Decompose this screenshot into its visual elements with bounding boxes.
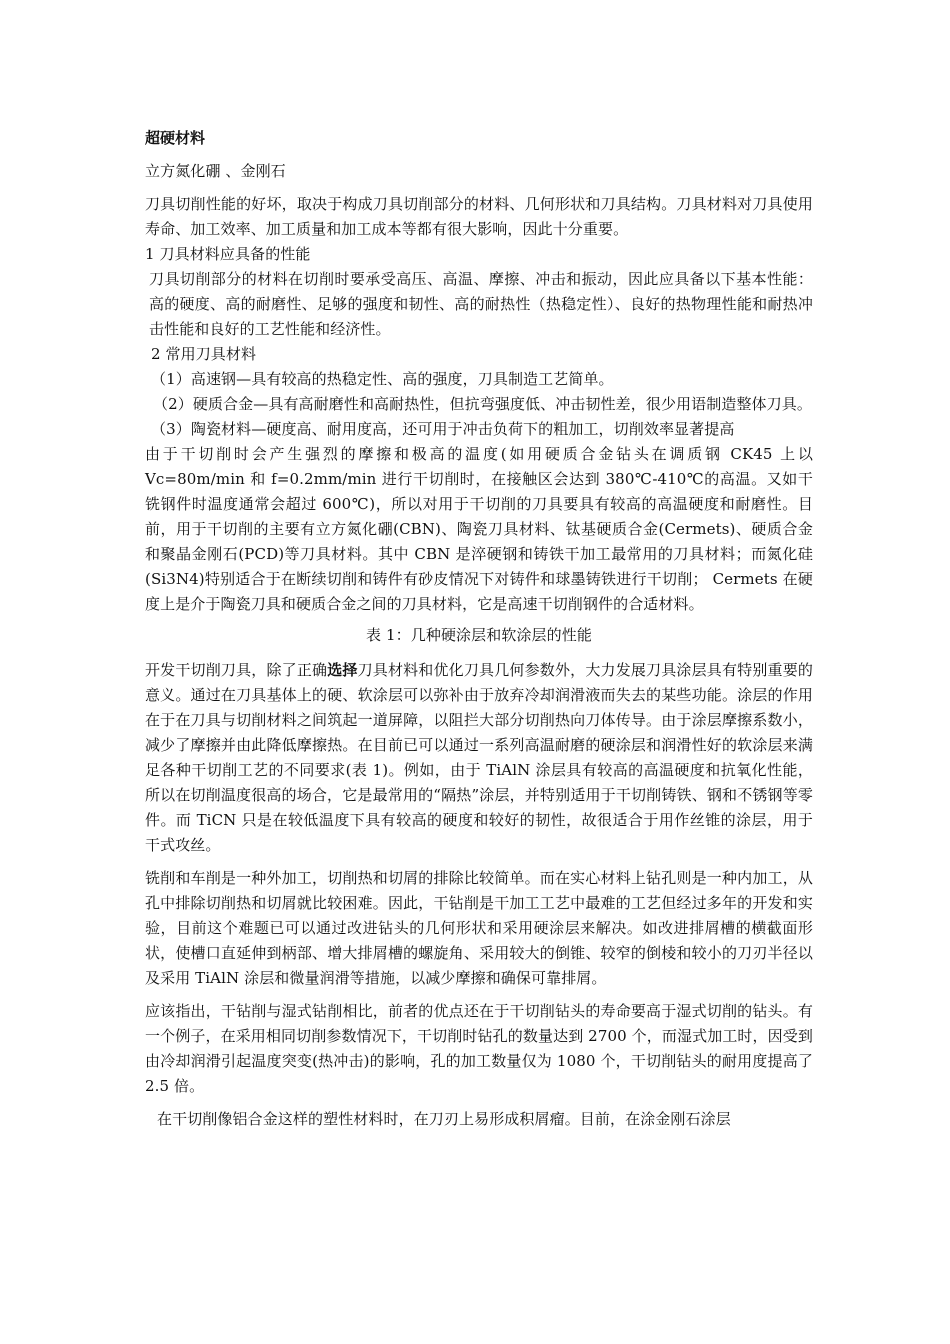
paragraph-coatings (145, 658, 813, 858)
paragraph-aluminum: 在干切削像铝合金这样的塑性材料时，在刀刃上易形成积屑瘤。目前，在涂金刚石涂层 (157, 1110, 731, 1128)
intro-paragraph: 刀具切削性能的好坏，取决于构成刀具切削部分的材料、几何形状和刀具结构。刀具材料对刀具使用寿命、加工效率、加工质量和加工成本等都有很大影响，因此十分重要。 (145, 195, 813, 238)
list-item-1: （1）高速钢—具有较高的热稳定性、高的强度，刀具制造工艺简单。 (151, 370, 614, 388)
list-item-2: （2）硬质合金—具有高耐磨性和高耐热性，但抗弯强度低、冲击韧性差，很少用语制造整体刀具。 (153, 395, 812, 413)
coatings-text-post: 刀具材料和优化刀具几何参数外，大力发展刀具涂层具有特别重要的意义。通过在刀具基体上的硬、软涂层可以弥补由于放弃冷却润滑液而失去的某些功能。涂层的作用在于在刀具与切削材料之间筑起一道屏障，以阻拦大部分切削热向刀体传导。由于涂层摩擦系数小，减少了摩擦并由此降低摩擦热。在目前已可以通过一系列高温耐磨的硬涂层和润滑性好的软涂层来满足各种干切削工艺的不同要求(表 1)。例如，由于 TiAlN 涂层具有较高的高温硬度和抗氧化性能，所以在切削温度很高的场合，它是最常用的“隔热”涂层，并特别适用于干切削铸铁、钢和不锈钢等零件。而 TiCN 只是在较低温度下具有较高的硬度和较好的韧性，故很适合于用作丝锥的涂层，用于干式攻丝。 (145, 661, 813, 854)
coatings-text-bold: 选择 (327, 661, 358, 679)
table-caption: 表 1：几种硬涂层和软涂层的性能 (366, 626, 592, 644)
paragraph-dry-cutting-tools: 由于干切削时会产生强烈的摩擦和极高的温度(如用硬质合金钻头在调质钢 CK45 上以 Vc=80m/min 和 f=0.2mm/min 进行干切削时，在接触区会达到 380℃-410℃的高温。又如干铣钢件时温度通常会超过 600℃)，所以对用于干切削的刀具要具有较高的高温硬度和耐磨性。目前，用于干切削的主要有立方氮化硼(CBN)、陶瓷刀具材料、钛基硬质合金(Cermets)、硬质合金和聚晶金刚石(PCD)等刀具材料。其中 CBN 是淬硬钢和铸铁干加工最常用的刀具材料；而氮化硅(Si3N4)特别适合于在断续切削和铸件有砂皮情况下对铸件和球墨铸铁进行干切削； Cermets 在硬度上是介于陶瓷刀具和硬质合金之间的刀具材料，它是高速干切削钢件的合适材料。 (145, 445, 813, 613)
paragraph-drilling: 铣削和车削是一种外加工，切削热和切屑的排除比较简单。而在实心材料上钻孔则是一种内加工，从孔中排除切削热和切屑就比较困难。因此，干钻削是干加工工艺中最难的工艺但经过多年的开发和实验，目前这个难题已可以通过改进钻头的几何形状和采用硬涂层来解决。如改进排屑槽的横截面形状，使槽口直延伸到柄部、增大排屑槽的螺旋角、采用较大的倒锥、较窄的倒棱和较小的刀刃半径以及采用 TiAlN 涂层和微量润滑等措施，以减少摩擦和确保可靠排屑。 (145, 869, 813, 987)
section-heading-2: 2 常用刀具材料 (151, 345, 257, 363)
doc-subtitle: 立方氮化硼 、金刚石 (145, 162, 286, 180)
list-item-3: （3）陶瓷材料—硬度高、耐用度高，还可用于冲击负荷下的粗加工，切削效率显著提高 (151, 420, 735, 438)
coatings-text-pre: 开发干切削刀具，除了正确 (145, 661, 328, 679)
paragraph-properties: 刀具切削部分的材料在切削时要承受高压、高温、摩擦、冲击和振动，因此应具备以下基本性能：高的硬度、高的耐磨性、足够的强度和韧性、高的耐热性（热稳定性）、良好的热物理性能和耐热冲击性能和良好的工艺性能和经济性。 (149, 270, 813, 338)
doc-title: 超硬材料 (145, 129, 206, 147)
section-heading-1: 1 刀具材料应具备的性能 (145, 245, 311, 263)
document-page (145, 126, 813, 1132)
paragraph-tool-life: 应该指出，干钻削与湿式钻削相比，前者的优点还在于干切削钻头的寿命要高于湿式切削的钻头。有一个例子，在采用相同切削参数情况下，干切削时钻孔的数量达到 2700 个，而湿式加工时，因受到由冷却润滑引起温度突变(热冲击)的影响，孔的加工数量仅为 1080 个，干切削钻头的耐用度提高了 2.5 倍。 (145, 1002, 813, 1095)
